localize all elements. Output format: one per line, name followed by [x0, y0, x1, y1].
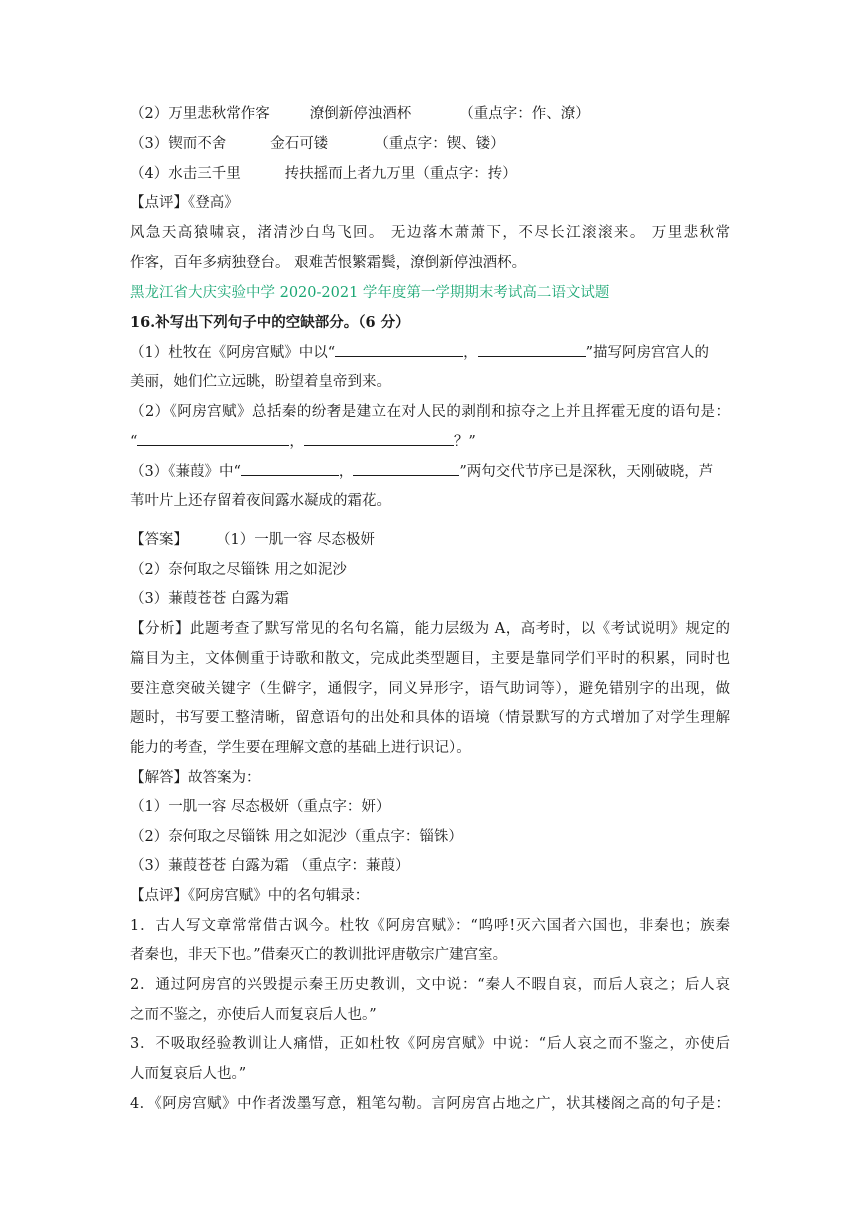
analysis-line: 要注意突破关键字（生僻字，通假字，同义异形字，语气助词等），避免错别字的出现，做	[130, 681, 730, 697]
q15-answer-line-4: （4）水击三千里 抟扶摇而上者九万里（重点字：抟）	[130, 166, 517, 182]
q15-poem-line: 作客，百年多病独登台。 艰难苦恨繁霜鬓，潦倒新停浊酒杯。	[130, 255, 527, 271]
answer-line-3: （3）蒹葭苍苍 白露为霜	[130, 591, 289, 607]
comment-item-2-cont: 之而不鉴之，亦使后人而复哀后人也。”	[130, 1007, 377, 1023]
answer-line-1: 【答案】 （1）一肌一容 尽态极妍	[130, 532, 375, 548]
analysis-line: 题时，书写要工整清晰，留意语句的出处和具体的语境（情景默写的方式增加了对学生理解	[130, 710, 730, 726]
solution-line-2: （2）奈何取之尽锱铢 用之如泥沙（重点字：锱铢）	[130, 829, 463, 845]
source-title: 黑龙江省大庆实验中学 2020-2021 学年度第一学期期末考试高二语文试题	[130, 285, 610, 301]
answer-line-2: （2）奈何取之尽锱铢 用之如泥沙	[130, 562, 347, 578]
answer-blank	[241, 461, 339, 476]
solution-line-1: （1）一肌一容 尽态极妍（重点字：妍）	[130, 799, 391, 815]
q16-part-1: （1）杜牧在《阿房宫赋》中以“ ， ”描写阿房宫宫人的	[130, 342, 730, 362]
q16-part-1-cont: 美丽，她们伫立远眺，盼望着皇帝到来。	[130, 374, 391, 390]
comment-item-4: 4．《阿房宫赋》中作者泼墨写意，粗笔勾勒。言阿房宫占地之广，状其楼阁之高的句子是：	[130, 1096, 730, 1112]
q16-part-3-cont: 苇叶片上还存留着夜间露水凝成的霜花。	[130, 493, 391, 509]
analysis-line: 【分析】此题考查了默写常见的名句名篇，能力层级为 A，高考时，以《考试说明》规定的	[130, 621, 730, 637]
answer-blank	[353, 461, 459, 476]
answer-blank	[335, 342, 463, 357]
answer-blank	[137, 431, 289, 446]
q15-comment-title: 【点评】《登高》	[130, 195, 239, 211]
q15-answer-line-2: （2）万里悲秋常作客 潦倒新停浊酒杯 （重点字：作、潦）	[130, 106, 590, 122]
comment-item-3-cont: 人而复哀后人也。”	[130, 1066, 247, 1082]
analysis-line: 能力的考查，学生要在理解文意的基础上进行识记）。	[130, 740, 471, 756]
q16-part-2: （2）《阿房宫赋》总括秦的纷奢是建立在对人民的剥削和掠夺之上并且挥霍无度的语句是：	[130, 404, 730, 420]
comment-item-2: 2．通过阿房宫的兴毁提示秦王历史教训，文中说：“秦人不暇自哀，而后人哀之；后人哀	[130, 977, 730, 993]
q15-poem-line: 风急天高猿啸哀，渚清沙白鸟飞回。 无边落木萧萧下，不尽长江滚滚来。 万里悲秋常	[130, 225, 730, 241]
comment-item-3: 3．不吸取经验教训让人痛惜，正如杜牧《阿房宫赋》中说：“后人哀之而不鉴之，亦使后	[130, 1036, 730, 1052]
solution-title: 【解答】故答案为：	[130, 770, 261, 786]
q16-part-2-blanks: “ ， ？”	[130, 431, 730, 451]
analysis-line: 篇目为主，文体侧重于诗歌和散文，完成此类型题目，主要是靠同学们平时的积累，同时也	[130, 651, 730, 667]
q16-part-3: （3）《蒹葭》中“ ， ”两句交代节序已是深秋，天刚破晓，芦	[130, 461, 730, 481]
solution-line-3: （3）蒹葭苍苍 白露为霜 （重点字：蒹葭）	[130, 858, 410, 874]
q15-answer-line-3: （3）锲而不舍 金石可镂 （重点字：锲、镂）	[130, 136, 505, 152]
comment-item-1-cont: 者秦也，非天下也。”借秦灭亡的教训批评唐敬宗广建宫室。	[130, 947, 508, 963]
question-16-title: 16.补写出下列句子中的空缺部分。（6 分）	[130, 314, 410, 331]
comment-item-1: 1．古人写文章常常借古讽今。杜牧《阿房宫赋》：“呜呼!灭六国者六国也，非秦也；族秦	[130, 918, 730, 934]
answer-blank	[478, 342, 586, 357]
comment-title: 【点评】《阿房宫赋》中的名句辑录：	[130, 888, 370, 904]
answer-blank	[304, 431, 454, 446]
